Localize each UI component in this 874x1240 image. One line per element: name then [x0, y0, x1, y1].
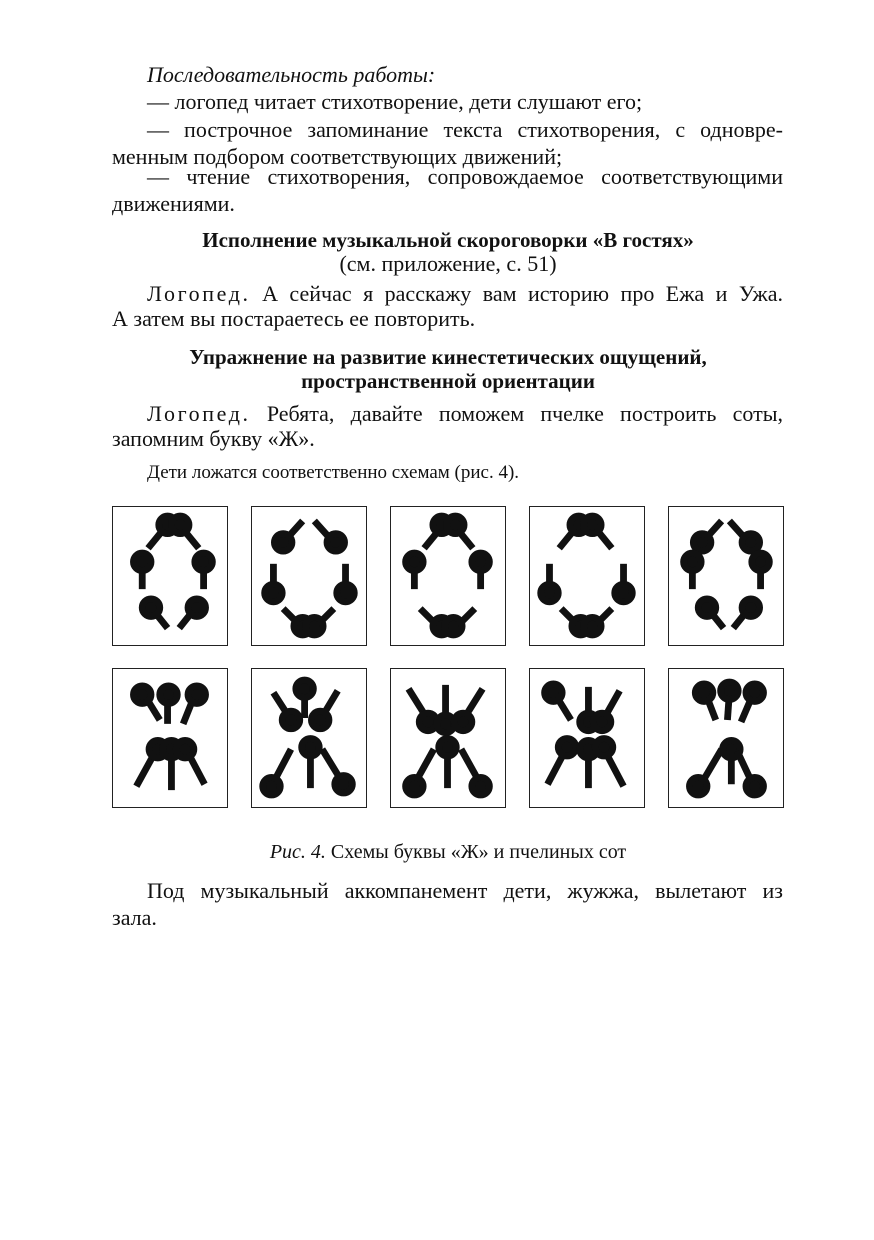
heading-skorogovorka-ref: (см. приложение, с. 51) [339, 251, 557, 276]
scheme-cell [251, 506, 367, 646]
scheme-cell [668, 668, 784, 808]
scheme-cell [251, 668, 367, 808]
para4-line1: Под музыкальный аккомпанемент дети, жужжа, вылетают из [147, 878, 783, 903]
para3: Дети ложатся соответственно схемам (рис. 4). [147, 462, 520, 483]
step-line-5: движениями. [112, 191, 235, 216]
para2-text: Ребята, давайте поможем пчелке построить соты, [266, 401, 784, 426]
honeycomb-scheme-1 [113, 507, 226, 644]
letter-zh-scheme-5 [669, 669, 782, 806]
scheme-cell [390, 506, 506, 646]
section-heading: Последовательность работы: [147, 62, 436, 87]
honeycomb-scheme-5 [669, 507, 782, 644]
figure-caption-label: Рис. 4. [269, 841, 326, 863]
speaker-label: Логопед. [147, 401, 251, 426]
honeycomb-scheme-4 [530, 507, 643, 644]
para1-text: А сейчас я расскажу вам историю про Ежа и Ужа. [262, 281, 784, 306]
step-line-3: менным подбором соответствующих движений; [112, 144, 563, 169]
speaker-label: Логопед. [147, 281, 251, 306]
scheme-cell [529, 506, 645, 646]
honeycomb-scheme-3 [391, 507, 504, 644]
heading-skorogovorka: Исполнение музыкальной скороговорки «В гостях» [202, 228, 694, 252]
para1-line2: А затем вы постараетесь ее повторить. [112, 306, 476, 331]
scheme-cell [112, 506, 228, 646]
step-line-4: — чтение стихотворения, сопровождаемое соответствующими [147, 164, 783, 189]
letter-zh-scheme-3 [391, 669, 504, 806]
letter-zh-scheme-2 [252, 669, 365, 806]
step-line-2: — построчное запоминание текста стихотворения, с одновре- [147, 117, 783, 142]
letter-zh-scheme-4 [530, 669, 643, 806]
honeycomb-scheme-2 [252, 507, 365, 644]
figure-schemes [112, 506, 784, 811]
letter-zh-scheme-1 [113, 669, 226, 806]
scheme-cell [112, 668, 228, 808]
scheme-cell [529, 668, 645, 808]
heading-exercise-2: пространственной ориентации [301, 369, 595, 393]
figure-caption [112, 838, 784, 866]
para4-line2: зала. [112, 905, 157, 930]
figure-caption-text: Схемы буквы «Ж» и пчелиных сот [330, 841, 627, 863]
scheme-cell [390, 668, 506, 808]
para2-line2: запомним букву «Ж». [112, 426, 315, 451]
scheme-cell [668, 506, 784, 646]
heading-exercise-1: Упражнение на развитие кинестетических ощущений, [189, 345, 707, 369]
step-line-1: — логопед читает стихотворение, дети слушают его; [147, 89, 643, 114]
